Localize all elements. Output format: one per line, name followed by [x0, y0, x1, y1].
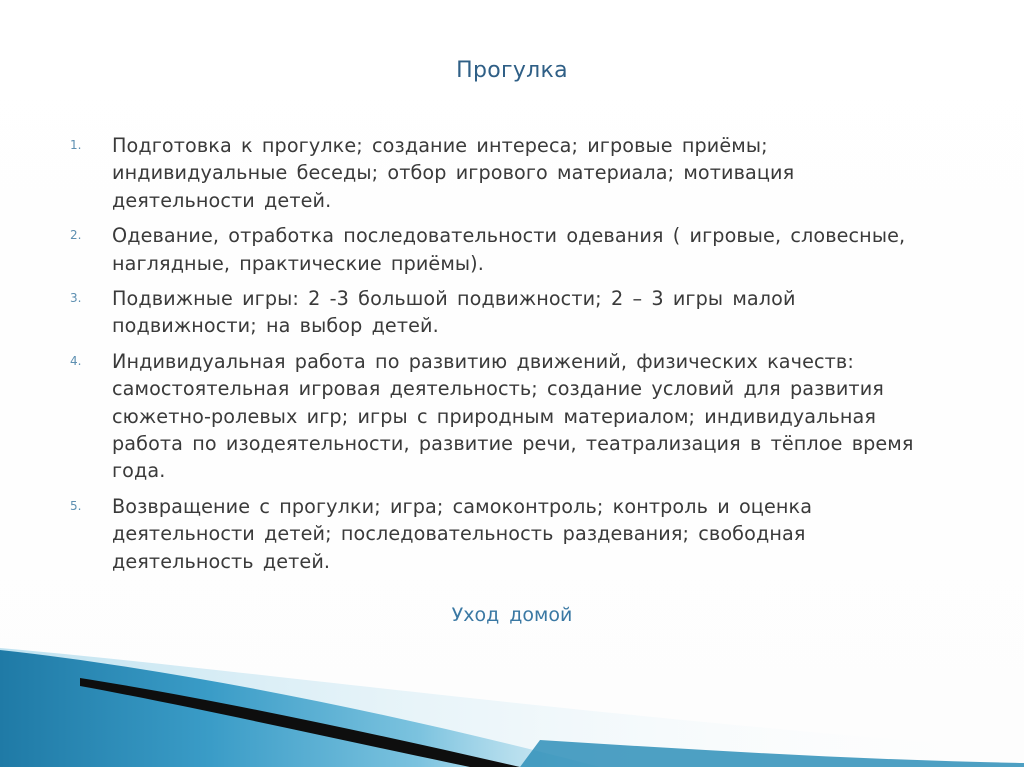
list-item-number: 3.	[70, 291, 82, 306]
list-item-number: 4.	[70, 353, 82, 368]
list-item	[70, 132, 930, 214]
list-item-number: 5.	[70, 498, 82, 513]
list-item	[70, 222, 930, 277]
list-item-number: 1.	[70, 138, 82, 152]
list-item	[70, 285, 930, 340]
steps-list	[70, 132, 930, 583]
list-item-text: Индивидуальная работа по развитию движений, физических качеств: самостоятельная игровая деятельность; создание условий для развития сюжетно-ролевых игр; игры с природным материалом; индивидуальная работа по изодеятельности, развитие речи, театрализация в тёплое время года.	[112, 349, 914, 483]
decorative-wave	[0, 600, 1024, 767]
list-item	[70, 493, 930, 575]
list-item-text: Возвращение с прогулки; игра; самоконтроль; контроль и оценка деятельности детей; последовательность раздевания; свободная деятельность детей.	[112, 494, 813, 573]
list-item-text: Подвижные игры: 2 -3 большой подвижности; 2 – 3 игры малой подвижности; на выбор детей.	[112, 287, 796, 338]
footer-caption: Уход домой	[451, 604, 573, 626]
slide-title: Прогулка	[456, 58, 568, 83]
list-item-text: Подготовка к прогулке; создание интереса; игровые приёмы; индивидуальные беседы; отбор игрового материала; мотивация деятельности детей.	[112, 134, 795, 212]
list-item-number: 2.	[70, 228, 82, 243]
list-item-text: Одевание, отработка последовательности одевания ( игровые, словесные, наглядные, практические приёмы).	[112, 224, 906, 275]
list-item	[70, 348, 930, 485]
